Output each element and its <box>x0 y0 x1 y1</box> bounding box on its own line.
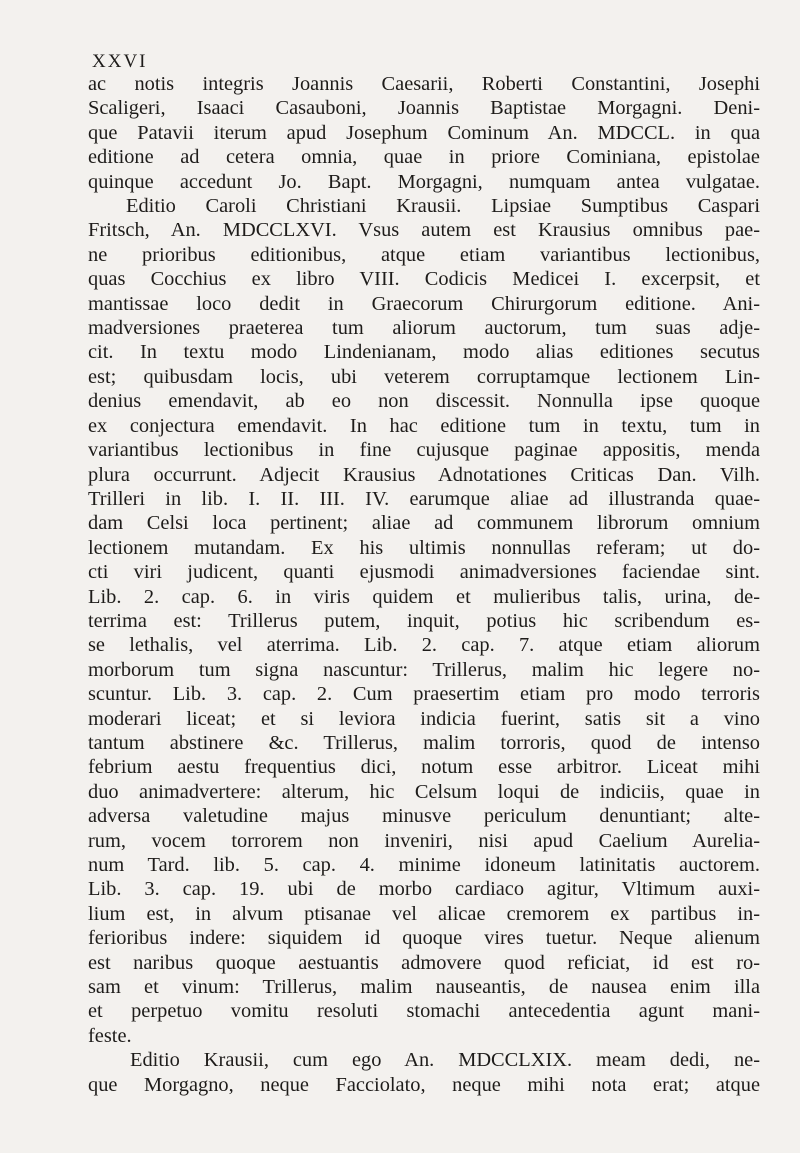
text-line: duo animadvertere: alterum, hic Celsum loqui de indiciis, quae in <box>88 780 760 803</box>
text-line: num Tard. lib. 5. cap. 4. minime idoneum latinitatis auctorem. <box>88 854 760 876</box>
text-line: Lib. 3. cap. 19. ubi de morbo cardiaco agitur, Vltimum auxi- <box>88 878 760 901</box>
text-line: est naribus quoque aestuantis admovere quod reficiat, id est ro- <box>88 951 760 974</box>
text-line: que Patavii iterum apud Josephum Cominum An. MDCCL. in qua <box>88 121 760 144</box>
text-line: se lethalis, vel aterrima. Lib. 2. cap. 7. atque etiam aliorum <box>88 634 760 657</box>
text-line: denius emendavit, ab eo non discessit. Nonnulla ipse quoque <box>88 390 760 413</box>
text-line: Editio Krausii, cum ego An. MDCCLXIX. meam dedi, ne- <box>130 1049 760 1072</box>
text-line: sam et vinum: Trillerus, malim nauseantis, de nausea enim illa <box>88 976 760 999</box>
text-line: moderari liceat; et si leviora indicia fuerint, satis sit a vino <box>88 707 760 730</box>
text-line: rum, vocem torrorem non inveniri, nisi apud Caelium Aurelia- <box>88 829 760 852</box>
text-line: feste. <box>88 1024 132 1047</box>
page-number: XXVI <box>92 51 148 72</box>
text-line: editione ad cetera omnia, quae in priore Cominiana, epistolae <box>88 146 760 169</box>
text-line: Trilleri in lib. I. II. III. IV. earumque aliae ad illustranda quae- <box>88 487 760 510</box>
text-line: quinque accedunt Jo. Bapt. Morgagni, numquam antea vulgatae. <box>88 170 760 193</box>
text-line: morborum tum signa nascuntur: Trillerus, malim hic legere no- <box>88 658 760 681</box>
text-line: cit. In textu modo Lindenianam, modo alias editiones secutus <box>88 341 760 364</box>
text-line: ex conjectura emendavit. In hac editione tum in textu, tum in <box>88 414 760 437</box>
text-line: dam Celsi loca pertinent; aliae ad communem librorum omnium <box>88 512 760 535</box>
text-line: Editio Caroli Christiani Krausii. Lipsiae Sumptibus Caspari <box>126 195 760 218</box>
text-line: ferioribus indere: siquidem id quoque vires tuetur. Neque alienum <box>88 927 760 950</box>
text-line: variantibus lectionibus in fine cujusque paginae appositis, menda <box>88 439 760 462</box>
text-line: que Morgagno, neque Facciolato, neque mihi nota erat; atque <box>88 1073 760 1096</box>
text-line: est; quibusdam locis, ubi veterem corruptamque lectionem Lin- <box>88 365 760 388</box>
text-line: terrima est: Trillerus putem, inquit, potius hic scribendum es- <box>88 609 760 632</box>
text-line: adversa valetudine majus minusve periculum denuntiant; alte- <box>88 805 760 828</box>
text-line: lectionem mutandam. Ex his ultimis nonnullas referam; ut do- <box>88 536 760 559</box>
text-line: plura occurrunt. Adjecit Krausius Adnotationes Criticas Dan. Vilh. <box>88 463 760 486</box>
text-line: mantissae loco dedit in Graecorum Chirurgorum editione. Ani- <box>88 292 760 315</box>
text-line: quas Cocchius ex libro VIII. Codicis Medicei I. excerpsit, et <box>88 268 760 291</box>
text-line: madversiones praeterea tum aliorum auctorum, tum suas adje- <box>88 317 760 340</box>
text-line: et perpetuo vomitu resoluti stomachi antecedentia agunt mani- <box>88 1000 760 1023</box>
text-line: tantum abstinere &c. Trillerus, malim torroris, quod de intenso <box>88 731 760 754</box>
text-line: ne prioribus editionibus, atque etiam variantibus lectionibus, <box>88 243 760 266</box>
text-line: Lib. 2. cap. 6. in viris quidem et mulieribus talis, urina, de- <box>88 585 760 608</box>
paragraph-2 <box>88 194 760 1048</box>
text-line: febrium aestu frequentius dici, notum esse arbitror. Liceat mihi <box>88 756 760 779</box>
text-line: ac notis integris Joannis Caesarii, Roberti Constantini, Josephi <box>88 73 760 95</box>
text-line: scuntur. Lib. 3. cap. 2. Cum praesertim etiam pro modo terroris <box>88 683 760 706</box>
text-line: Scaligeri, Isaaci Casauboni, Joannis Baptistae Morgagni. Deni- <box>88 97 760 120</box>
text-line: cti viri judicent, quanti ejusmodi animadversiones faciendae sint. <box>88 561 760 584</box>
text-line: lium est, in alvum ptisanae vel alicae cremorem ex partibus in- <box>88 902 760 925</box>
text-line: Fritsch, An. MDCCLXVI. Vsus autem est Krausius omnibus pae- <box>88 219 760 242</box>
paragraph-1 <box>88 72 760 194</box>
paragraph-3 <box>88 1048 760 1097</box>
